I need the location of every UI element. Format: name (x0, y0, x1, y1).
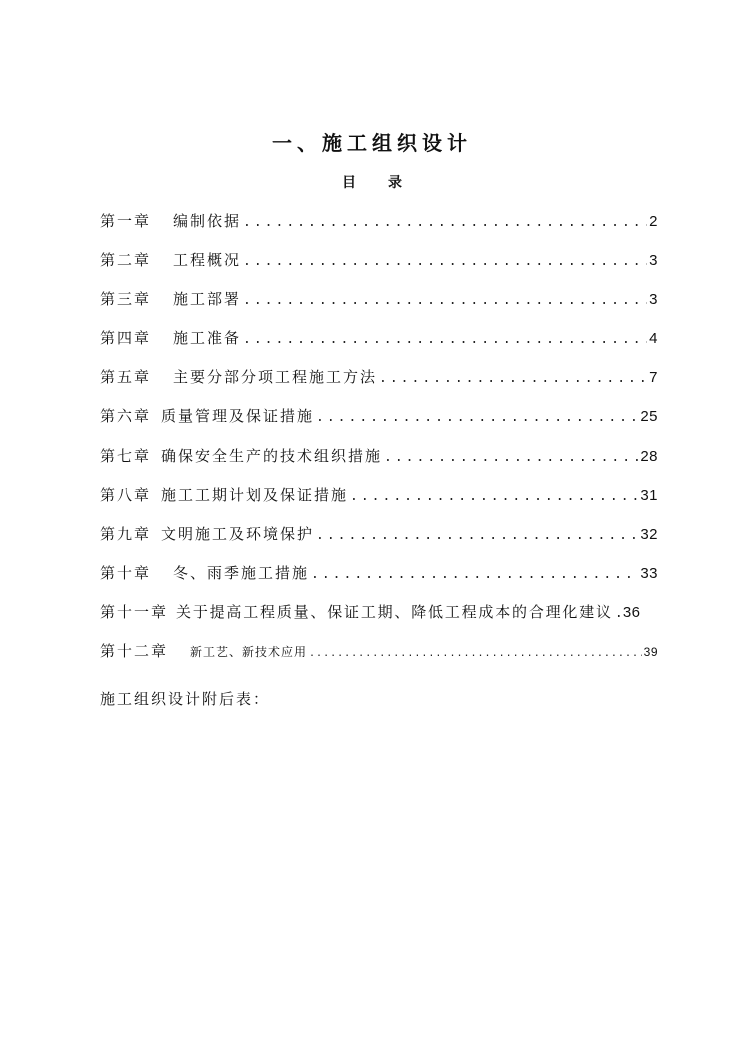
document-title: 一、施工组织设计 (272, 131, 472, 155)
toc-chapter-number: 第十一章 (100, 602, 169, 621)
toc-page-number: 31 (640, 486, 658, 504)
toc-chapter-title: 新工艺、新技术应用 (190, 645, 308, 660)
toc-dot-leader (379, 366, 647, 392)
toc-page-number: 25 (640, 408, 658, 426)
toc-chapter-number: 第三章 (100, 290, 152, 309)
toc-chapter-title: 主要分部分项工程施工方法 (173, 368, 378, 387)
toc-chapter-number: 第二章 (100, 251, 152, 270)
toc-page-number: 3 (649, 291, 658, 309)
toc-chapter-title: 施工准备 (173, 329, 242, 348)
toc-page-number: 32 (640, 525, 658, 543)
toc-entry-chapter-9[interactable] (100, 521, 658, 560)
toc-dot-leader (243, 210, 647, 236)
toc-page-number: 3 (649, 252, 658, 270)
toc-entry-chapter-3[interactable] (100, 286, 658, 325)
toc-page-number: 2 (649, 213, 658, 230)
toc-entry-chapter-4[interactable] (100, 325, 658, 364)
toc-dot-leader (615, 601, 621, 627)
toc-page-number: 28 (640, 447, 658, 465)
toc-entry-chapter-1[interactable] (100, 208, 658, 247)
toc-chapter-title: 施工工期计划及保证措施 (161, 485, 349, 504)
toc-page-number: 39 (643, 645, 658, 660)
toc-dot-leader (243, 327, 647, 353)
toc-dot-leader (316, 523, 638, 549)
toc-page-number: 33 (640, 564, 658, 582)
toc-entry-chapter-6[interactable] (100, 403, 658, 442)
toc-entry-chapter-2[interactable] (100, 247, 658, 286)
toc-chapter-number: 第五章 (100, 368, 152, 387)
toc-page-number: 36 (622, 603, 641, 621)
toc-dot-leader (316, 405, 638, 431)
toc-heading: 目录 (342, 175, 434, 191)
toc-chapter-title: 文明施工及环境保护 (161, 524, 315, 543)
toc-page-number: 4 (649, 330, 658, 348)
table-of-contents (100, 208, 658, 677)
toc-entry-chapter-5[interactable] (100, 364, 658, 403)
toc-dot-leader (384, 445, 638, 471)
toc-dot-leader (309, 641, 642, 667)
toc-entry-chapter-12[interactable] (100, 638, 658, 677)
toc-chapter-title: 工程概况 (173, 251, 242, 270)
toc-dot-leader (243, 249, 647, 275)
toc-entry-chapter-8[interactable] (100, 482, 658, 521)
toc-chapter-number: 第一章 (100, 212, 152, 230)
toc-dot-leader (243, 288, 647, 314)
toc-chapter-number: 第八章 (100, 485, 152, 504)
toc-chapter-number: 第十二章 (100, 642, 169, 661)
toc-chapter-title: 关于提高工程质量、保证工期、降低工程成本的合理化建议 (176, 602, 613, 621)
toc-chapter-title: 确保安全生产的技术组织措施 (161, 446, 383, 465)
toc-chapter-number: 第十章 (100, 563, 152, 582)
toc-chapter-number: 第七章 (100, 446, 152, 465)
toc-dot-leader (311, 562, 638, 588)
toc-chapter-title: 施工部署 (173, 290, 242, 309)
appendix-label: 施工组织设计附后表： (100, 690, 271, 708)
toc-entry-chapter-10[interactable] (100, 560, 658, 599)
toc-dot-leader (350, 484, 638, 510)
toc-chapter-title: 质量管理及保证措施 (161, 407, 315, 426)
toc-chapter-number: 第九章 (100, 524, 152, 543)
toc-entry-chapter-7[interactable] (100, 443, 658, 482)
toc-chapter-title: 冬、雨季施工措施 (173, 563, 310, 582)
toc-entry-chapter-11[interactable] (100, 599, 658, 638)
toc-chapter-number: 第六章 (100, 407, 152, 426)
toc-page-number: 7 (649, 369, 658, 387)
toc-chapter-number: 第四章 (100, 329, 152, 348)
toc-chapter-title: 编制依据 (173, 212, 242, 230)
